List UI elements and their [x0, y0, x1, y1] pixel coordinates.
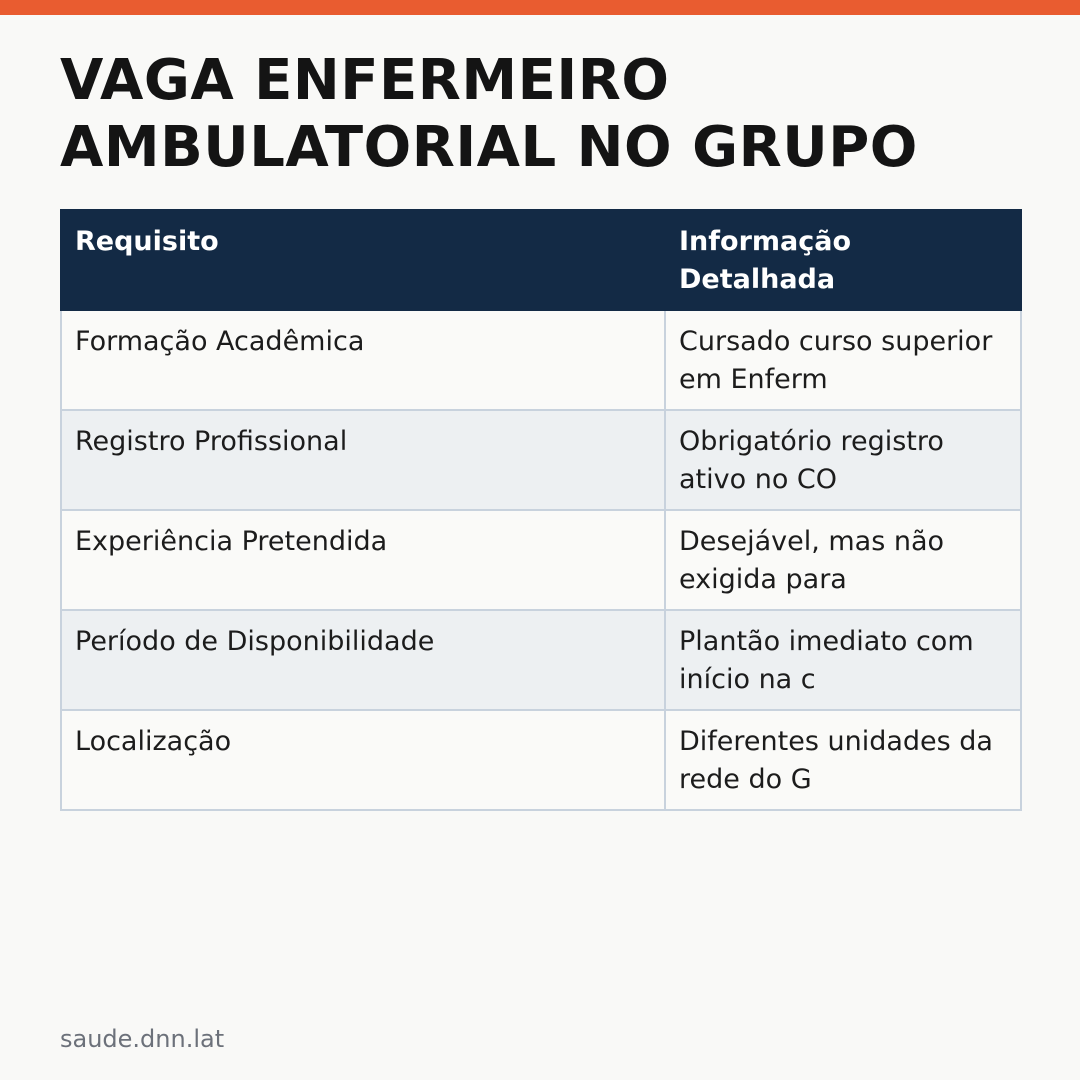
table-row	[61, 710, 1021, 810]
cell-requisito	[61, 510, 665, 610]
cell-requisito	[61, 410, 665, 510]
column-header-label: Informação Detalhada	[679, 226, 852, 295]
cell-informacao	[665, 610, 1021, 710]
footer-site-url: saude.dnn.lat	[60, 1025, 225, 1053]
cell-text: Período de Disponibilidade	[75, 626, 435, 657]
column-header-informacao	[665, 210, 1021, 310]
page-title: VAGA ENFERMEIRO AMBULATORIAL NO GRUPO	[60, 48, 918, 180]
cell-informacao	[665, 510, 1021, 610]
cell-text: Registro Profissional	[75, 426, 348, 457]
cell-text: Experiência Pretendida	[75, 526, 388, 557]
cell-text: Obrigatório registro ativo no CO	[679, 426, 944, 495]
accent-top-bar	[0, 0, 1080, 15]
cell-text: Localização	[75, 726, 232, 757]
cell-text: Cursado curso superior em Enferm	[679, 326, 993, 395]
cell-requisito	[61, 610, 665, 710]
table-header-row	[61, 210, 1021, 310]
table-row	[61, 510, 1021, 610]
cell-text: Diferentes unidades da rede do G	[679, 726, 993, 795]
cell-text: Plantão imediato com início na c	[679, 626, 974, 695]
column-header-requisito	[61, 210, 665, 310]
table-row	[61, 310, 1021, 410]
cell-requisito	[61, 310, 665, 410]
table-row	[61, 410, 1021, 510]
column-header-label: Requisito	[75, 226, 219, 257]
cell-informacao	[665, 710, 1021, 810]
cell-text: Formação Acadêmica	[75, 326, 365, 357]
cell-informacao	[665, 410, 1021, 510]
cell-requisito	[61, 710, 665, 810]
cell-text: Desejável, mas não exigida para	[679, 526, 945, 595]
cell-informacao	[665, 310, 1021, 410]
table-row	[61, 610, 1021, 710]
requirements-table	[60, 209, 1022, 811]
